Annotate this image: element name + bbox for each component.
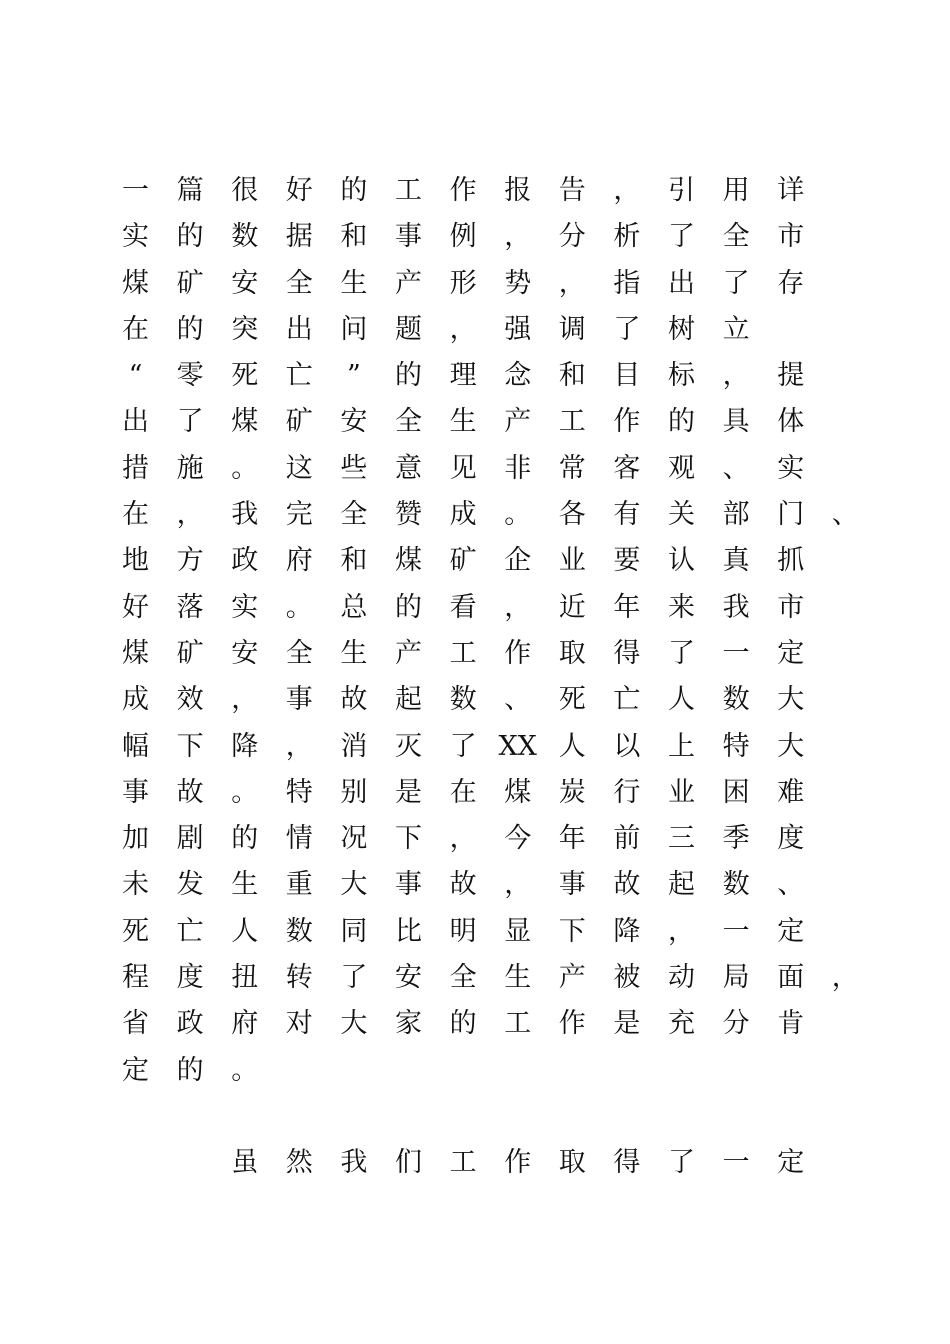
- text-char: 行: [613, 776, 641, 808]
- text-char: 全: [722, 221, 750, 253]
- text-line: [122, 909, 842, 955]
- text-char: ，: [504, 591, 532, 623]
- text-char: 灭: [395, 730, 422, 762]
- text-char: 全: [285, 267, 313, 299]
- text-char: 客: [613, 452, 641, 484]
- text-char: 我: [722, 591, 750, 623]
- text-char: 数: [285, 915, 313, 947]
- text-char: ，: [285, 730, 313, 762]
- text-char: 实: [777, 452, 805, 484]
- text-char: 分: [722, 1008, 750, 1040]
- text-char: 加: [122, 823, 149, 855]
- text-char: 指: [613, 267, 641, 299]
- text-char: 在: [122, 499, 149, 531]
- text-char: 引: [668, 175, 695, 206]
- text-char: 难: [777, 776, 805, 808]
- text-char: 、: [777, 869, 805, 901]
- text-char: 是: [395, 776, 422, 808]
- text-char: 特: [722, 730, 750, 762]
- text-char: 了: [449, 730, 477, 762]
- text-char: 被: [613, 962, 641, 994]
- text-char: 的: [395, 591, 422, 623]
- text-char: 地: [122, 545, 149, 577]
- text-char: 的: [395, 360, 422, 392]
- text-char: 各: [558, 499, 586, 531]
- text-char: 了: [613, 313, 641, 345]
- text-char: 了: [722, 267, 750, 299]
- text-char: 门: [777, 499, 805, 531]
- text-char: 死: [122, 915, 149, 947]
- text-line: [122, 1001, 842, 1047]
- text-char: 特: [285, 776, 313, 808]
- text-char: 大: [777, 730, 805, 762]
- text-char: ，: [449, 313, 477, 345]
- text-char: 定: [777, 1146, 805, 1178]
- text-char: 度: [176, 962, 204, 994]
- text-char: 我: [340, 1146, 368, 1178]
- text-char: 、: [504, 684, 532, 716]
- text-char: 了: [668, 1146, 695, 1178]
- text-char: 降: [231, 730, 259, 762]
- text-char: 标: [668, 360, 695, 392]
- text-char: 一: [722, 637, 750, 669]
- text-line: [122, 1048, 842, 1094]
- text-char: 明: [449, 915, 477, 947]
- text-char: 抓: [777, 545, 805, 577]
- text-char: 对: [285, 1008, 313, 1040]
- text-char: 的: [176, 313, 204, 345]
- text-char: 下: [395, 823, 422, 855]
- text-char: 定: [777, 637, 805, 669]
- text-char: 充: [668, 1008, 695, 1040]
- text-char: 了: [668, 221, 695, 253]
- text-char: 数: [722, 684, 750, 716]
- text-char: 立: [722, 313, 750, 345]
- text-char: 工: [504, 1008, 532, 1040]
- text-char: 实: [122, 221, 149, 253]
- text-char: 分: [558, 221, 586, 253]
- text-char: 得: [613, 1146, 641, 1178]
- text-char: 产: [558, 962, 586, 994]
- text-char: 见: [449, 452, 477, 484]
- text-char: 认: [668, 545, 695, 577]
- text-char: 。: [504, 499, 532, 531]
- text-char: 事: [395, 221, 422, 253]
- text-char: 死: [231, 360, 259, 392]
- text-char: 。: [285, 591, 313, 623]
- text-char: 。: [231, 452, 259, 484]
- text-char: 人: [231, 915, 259, 947]
- text-char: 的: [449, 1008, 477, 1040]
- text-char: 故: [449, 869, 477, 901]
- text-char: 方: [176, 545, 204, 577]
- text-char: 零: [176, 360, 204, 392]
- text-char: 得: [613, 637, 641, 669]
- text-char: 动: [668, 962, 695, 994]
- text-char: ，: [504, 869, 532, 901]
- text-char: 生: [231, 869, 259, 901]
- body-text: [122, 168, 859, 1186]
- text-char: 炭: [558, 776, 586, 808]
- text-char: 三: [668, 823, 695, 855]
- text-char: 出: [668, 267, 695, 299]
- text-char: 取: [558, 1146, 586, 1178]
- text-char: 全: [449, 962, 477, 994]
- text-char: 施: [176, 452, 204, 484]
- text-char: 了: [668, 637, 695, 669]
- text-char: 来: [668, 591, 695, 623]
- text-char: 看: [449, 591, 477, 623]
- text-char: 矿: [176, 637, 204, 669]
- text-char: 下: [558, 915, 586, 947]
- text-char: 报: [504, 175, 532, 206]
- text-char: 煤: [122, 267, 149, 299]
- text-char: 虽: [231, 1146, 259, 1178]
- text-char: 煤: [122, 637, 149, 669]
- text-char: 工: [395, 175, 422, 206]
- text-char: 煤: [504, 776, 532, 808]
- text-char: 定: [777, 915, 805, 947]
- text-char: 落: [176, 591, 204, 623]
- text-char: 。: [231, 1054, 259, 1086]
- text-char: ，: [831, 962, 859, 994]
- text-char: 降: [613, 915, 641, 947]
- text-char: 成: [449, 499, 477, 531]
- text-line: [122, 585, 842, 631]
- text-char: 定: [122, 1054, 149, 1086]
- text-char: 府: [231, 1008, 259, 1040]
- text-char: 要: [613, 545, 641, 577]
- text-line: [122, 816, 842, 862]
- text-char: 真: [722, 545, 750, 577]
- text-char: 作: [558, 1008, 586, 1040]
- text-char: 数: [722, 869, 750, 901]
- text-char: 发: [176, 869, 204, 901]
- text-line: [122, 261, 842, 307]
- text-char: 矿: [449, 545, 477, 577]
- text-char: 工: [558, 406, 586, 438]
- text-char: 实: [231, 591, 259, 623]
- text-char: 念: [504, 360, 532, 392]
- text-char: 生: [340, 267, 368, 299]
- text-line: [122, 1140, 842, 1186]
- text-char: 观: [668, 452, 695, 484]
- text-char: 大: [340, 1008, 368, 1040]
- text-char: 消: [340, 730, 368, 762]
- text-char: 的: [340, 175, 368, 206]
- text-char: 安: [231, 267, 259, 299]
- text-line: [122, 307, 842, 353]
- text-char: 市: [777, 221, 805, 253]
- text-char: 们: [395, 1146, 422, 1178]
- text-char: 事: [395, 869, 422, 901]
- text-char: 例: [449, 221, 477, 253]
- text-char: 关: [668, 499, 695, 531]
- text-char: 比: [395, 915, 422, 947]
- text-char: 别: [340, 776, 368, 808]
- text-char: 和: [340, 221, 368, 253]
- text-char: 突: [231, 313, 259, 345]
- text-char: 作: [504, 637, 532, 669]
- text-char: 常: [558, 452, 586, 484]
- text-char: 的: [231, 823, 259, 855]
- text-char: 出: [285, 313, 313, 345]
- text-char: 剧: [176, 823, 204, 855]
- text-char: 篇: [176, 175, 204, 206]
- text-line: [122, 862, 842, 908]
- text-char: 体: [777, 406, 805, 438]
- text-char: 年: [613, 591, 641, 623]
- text-char: 具: [722, 406, 750, 438]
- text-char: 的: [176, 221, 204, 253]
- text-char: 提: [777, 360, 805, 392]
- text-char: 成: [122, 684, 149, 716]
- text-line: [122, 214, 842, 260]
- text-char: 总: [340, 591, 368, 623]
- text-char: ，: [449, 823, 477, 855]
- text-char: 用: [722, 175, 750, 206]
- text-char: 事: [285, 684, 313, 716]
- text-char: 然: [285, 1146, 313, 1178]
- text-char: 季: [722, 823, 750, 855]
- text-char: 势: [504, 267, 532, 299]
- text-char: 业: [558, 545, 586, 577]
- text-char: 的: [668, 406, 695, 438]
- text-char: 亡: [176, 915, 204, 947]
- text-char: 析: [613, 221, 641, 253]
- text-char: 意: [395, 452, 422, 484]
- text-line: [122, 631, 842, 677]
- text-char: 作: [504, 1146, 532, 1178]
- text-char: 程: [122, 962, 149, 994]
- text-line: [122, 770, 842, 816]
- text-char: 政: [231, 545, 259, 577]
- text-char: 事: [558, 869, 586, 901]
- text-char: 好: [122, 591, 149, 623]
- text-char: 全: [340, 499, 368, 531]
- paragraph-gap: [122, 1094, 842, 1140]
- text-char: 产: [395, 637, 422, 669]
- text-char: 故: [340, 684, 368, 716]
- text-char: 数: [231, 221, 259, 253]
- text-char: ，: [668, 915, 695, 947]
- text-char: 起: [668, 869, 695, 901]
- text-char: 好: [285, 175, 313, 206]
- text-char: 和: [558, 360, 586, 392]
- text-char: ，: [558, 267, 586, 299]
- text-char: 故: [613, 869, 641, 901]
- text-char: “: [128, 360, 143, 392]
- text-char: 赞: [395, 499, 422, 531]
- text-char: 生: [449, 406, 477, 438]
- text-char: 事: [122, 776, 149, 808]
- text-char: 调: [558, 313, 586, 345]
- text-char: 措: [122, 452, 149, 484]
- text-char: 业: [668, 776, 695, 808]
- text-char: ，: [176, 499, 204, 531]
- text-char: 全: [395, 406, 422, 438]
- text-char: 人: [668, 684, 695, 716]
- text-char: 扭: [231, 962, 259, 994]
- text-char: ”: [346, 360, 361, 392]
- text-char: 况: [340, 823, 368, 855]
- text-char: ，: [231, 684, 259, 716]
- text-char: 了: [176, 406, 204, 438]
- text-char: 下: [176, 730, 204, 762]
- text-char: 了: [340, 962, 368, 994]
- text-line: [122, 168, 842, 214]
- text-char: 局: [722, 962, 750, 994]
- text-char: 未: [122, 869, 149, 901]
- text-char: 理: [449, 360, 477, 392]
- text-char: XX: [498, 730, 537, 762]
- text-char: 详: [777, 175, 805, 206]
- text-char: 同: [340, 915, 368, 947]
- text-char: 一: [722, 1146, 750, 1178]
- text-char: 安: [395, 962, 422, 994]
- text-char: 省: [122, 1008, 149, 1040]
- text-char: 数: [449, 684, 477, 716]
- text-char: 人: [558, 730, 586, 762]
- text-char: 。: [231, 776, 259, 808]
- text-char: 起: [395, 684, 422, 716]
- text-char: 工: [449, 1146, 477, 1178]
- text-char: 些: [340, 452, 368, 484]
- text-char: ，: [613, 175, 641, 206]
- text-char: 工: [449, 637, 477, 669]
- text-char: 企: [504, 545, 532, 577]
- text-char: 显: [504, 915, 532, 947]
- text-char: 一: [122, 175, 149, 206]
- text-char: 非: [504, 452, 532, 484]
- text-line: [122, 955, 859, 1001]
- text-char: 、: [722, 452, 750, 484]
- text-char: 出: [122, 406, 149, 438]
- text-char: 的: [176, 1054, 204, 1086]
- text-line: [122, 677, 842, 723]
- text-char: 政: [176, 1008, 204, 1040]
- text-char: 大: [340, 869, 368, 901]
- text-char: 产: [395, 267, 422, 299]
- text-char: 我: [231, 499, 259, 531]
- text-char: 度: [777, 823, 805, 855]
- text-char: 部: [722, 499, 750, 531]
- text-char: 亡: [285, 360, 313, 392]
- text-char: 这: [285, 452, 313, 484]
- text-char: 家: [395, 1008, 422, 1040]
- text-char: 强: [504, 313, 532, 345]
- text-char: 困: [722, 776, 750, 808]
- text-char: 产: [504, 406, 532, 438]
- text-char: 告: [558, 175, 586, 206]
- text-char: 重: [285, 869, 313, 901]
- text-char: 前: [613, 823, 641, 855]
- text-char: ，: [504, 221, 532, 253]
- text-char: 亡: [613, 684, 641, 716]
- text-char: 问: [340, 313, 368, 345]
- text-char: 目: [613, 360, 641, 392]
- text-char: 是: [613, 1008, 641, 1040]
- text-char: 煤: [231, 406, 259, 438]
- text-char: 上: [668, 730, 695, 762]
- text-line: [122, 724, 842, 770]
- text-char: 年: [558, 823, 586, 855]
- text-char: 今: [504, 823, 532, 855]
- text-char: 完: [285, 499, 313, 531]
- text-line: [122, 399, 842, 445]
- text-char: 以: [613, 730, 641, 762]
- text-char: 情: [285, 823, 313, 855]
- text-char: 生: [504, 962, 532, 994]
- text-char: 据: [285, 221, 313, 253]
- text-char: 作: [613, 406, 641, 438]
- text-char: 在: [449, 776, 477, 808]
- text-char: 树: [668, 313, 695, 345]
- text-line: [122, 492, 859, 538]
- text-char: 肯: [777, 1008, 805, 1040]
- text-char: 市: [777, 591, 805, 623]
- text-char: 一: [722, 915, 750, 947]
- text-char: 在: [122, 313, 149, 345]
- text-line: [122, 538, 842, 584]
- text-char: 安: [340, 406, 368, 438]
- text-char: 转: [285, 962, 313, 994]
- text-line: [122, 446, 842, 492]
- text-char: 生: [340, 637, 368, 669]
- text-char: 近: [558, 591, 586, 623]
- text-char: 煤: [395, 545, 422, 577]
- text-char: 形: [449, 267, 477, 299]
- text-char: 题: [395, 313, 422, 345]
- text-char: 效: [176, 684, 204, 716]
- text-char: 安: [231, 637, 259, 669]
- text-char: 有: [613, 499, 641, 531]
- text-char: 全: [285, 637, 313, 669]
- text-line: [122, 353, 842, 399]
- text-char: 死: [558, 684, 586, 716]
- text-char: ，: [722, 360, 750, 392]
- text-char: 很: [231, 175, 259, 206]
- text-char: 矿: [176, 267, 204, 299]
- text-char: 、: [831, 499, 859, 531]
- text-char: 作: [449, 175, 477, 206]
- text-char: 矿: [285, 406, 313, 438]
- text-char: 幅: [122, 730, 149, 762]
- text-char: 府: [285, 545, 313, 577]
- text-char: 和: [340, 545, 368, 577]
- text-char: 面: [777, 962, 805, 994]
- text-char: 大: [777, 684, 805, 716]
- text-char: 故: [176, 776, 204, 808]
- text-char: 取: [558, 637, 586, 669]
- text-char: 存: [777, 267, 805, 299]
